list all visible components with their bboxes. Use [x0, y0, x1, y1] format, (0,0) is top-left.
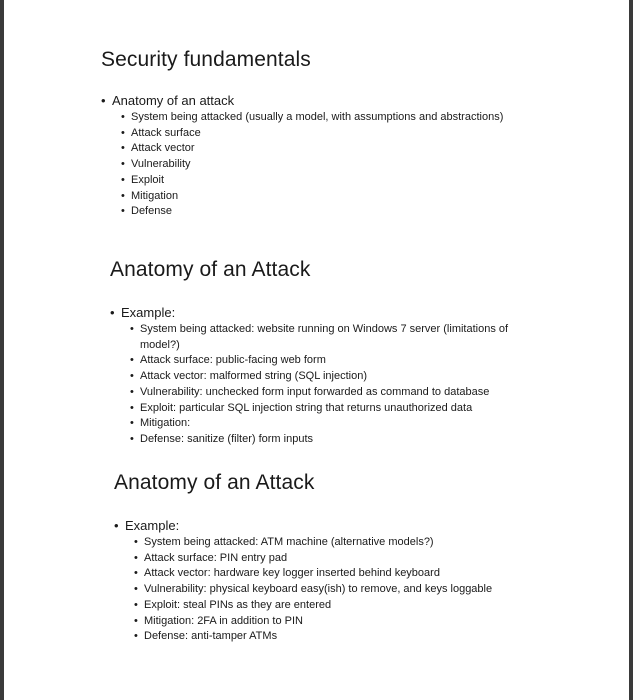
- bullet-text: Example:: [125, 518, 180, 533]
- list-item: • System being attacked: website running on Windows 7 server (limitations of model?): [130, 322, 530, 353]
- bullet-list: [114, 518, 534, 645]
- list-item: • System being attacked: ATM machine (alternative models?): [134, 535, 534, 551]
- page-edge-right: [629, 0, 633, 700]
- bullet-text: Example:: [121, 305, 176, 320]
- list-item: • Exploit: particular SQL injection string that returns unauthorized data: [130, 401, 530, 417]
- slide-security-fundamentals: [101, 48, 571, 220]
- list-item: • System being attacked (usually a model, with assumptions and abstractions): [121, 110, 571, 126]
- list-item: • Attack vector: [121, 141, 571, 157]
- list-item: • Exploit: steal PINs as they are entered: [134, 598, 534, 614]
- bullet-text: Anatomy of an attack: [112, 93, 235, 108]
- list-item: • Attack surface: [121, 126, 571, 142]
- list-item: • Exploit: [121, 173, 571, 189]
- sub-bullet-list: [121, 110, 571, 220]
- list-item: [110, 305, 530, 448]
- page-edge-left: [0, 0, 4, 700]
- slide-anatomy-atm: [114, 471, 534, 645]
- list-item: • Attack vector: hardware key logger inserted behind keyboard: [134, 566, 534, 582]
- list-item: • Attack surface: public-facing web form: [130, 353, 530, 369]
- list-item: • Mitigation: [121, 189, 571, 205]
- slide-title: Anatomy of an Attack: [110, 258, 311, 281]
- list-item: • Mitigation: 2FA in addition to PIN: [134, 614, 534, 630]
- list-item: • Defense: sanitize (filter) form inputs: [130, 432, 530, 448]
- list-item: • Defense: anti-tamper ATMs: [134, 629, 534, 645]
- list-item: • Vulnerability: [121, 157, 571, 173]
- slide-title: Security fundamentals: [101, 48, 311, 71]
- list-item: [101, 93, 571, 220]
- list-item: • Vulnerability: unchecked form input forwarded as command to database: [130, 385, 530, 401]
- sub-bullet-list: [130, 322, 530, 448]
- list-item: [114, 518, 534, 645]
- list-item: • Vulnerability: physical keyboard easy(ish) to remove, and keys loggable: [134, 582, 534, 598]
- bullet-list: [101, 93, 571, 220]
- list-item: • Attack surface: PIN entry pad: [134, 551, 534, 567]
- list-item: • Attack vector: malformed string (SQL injection): [130, 369, 530, 385]
- list-item: • Defense: [121, 204, 571, 220]
- slide-anatomy-website: [110, 258, 530, 448]
- bullet-list: [110, 305, 530, 448]
- list-item: • Mitigation:: [130, 416, 530, 432]
- slide-title: Anatomy of an Attack: [114, 471, 315, 494]
- sub-bullet-list: [134, 535, 534, 645]
